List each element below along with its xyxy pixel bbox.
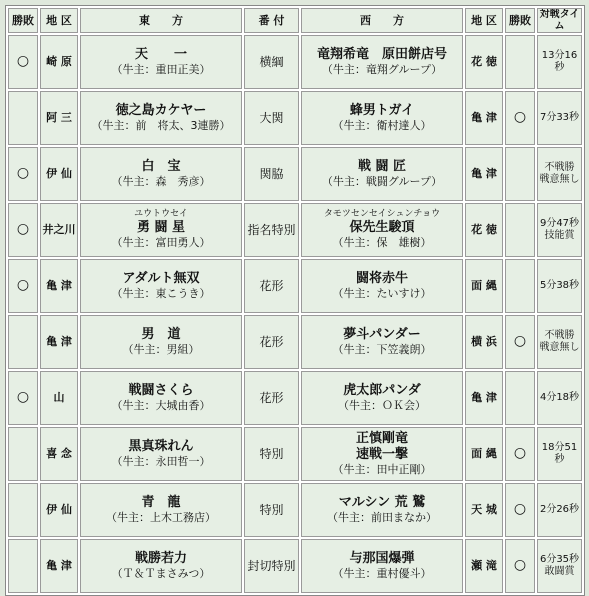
west-owner: （牛主：保 雄樹）: [332, 236, 432, 250]
west-name: 与那国爆弾: [349, 551, 415, 566]
area-right: 花 徳: [465, 35, 503, 89]
east-owner: （牛主：永田哲一）: [111, 455, 211, 469]
east-cell: [80, 147, 242, 201]
header-area-left: 地 区: [40, 8, 78, 33]
area-left: 亀 津: [40, 259, 78, 313]
result-right: [505, 147, 535, 201]
east-name: 男 道: [141, 327, 181, 342]
result-left: [8, 315, 38, 369]
west-ruby: タモツセンセイシュンチョウ: [323, 209, 441, 220]
east-cell: [80, 483, 242, 537]
east-cell: [80, 259, 242, 313]
result-left: [8, 539, 38, 593]
header-east: 東 方: [80, 8, 242, 33]
bout-row: [8, 315, 582, 369]
east-owner: （牛主：東こうき）: [111, 287, 211, 301]
result-left: [8, 91, 38, 145]
east-name: 青 龍: [141, 495, 181, 510]
west-cell: [301, 259, 463, 313]
rank: 花形: [244, 259, 299, 313]
header-west: 西 方: [301, 8, 463, 33]
bout-time: 2分26秒: [537, 483, 582, 537]
east-owner: （牛主：男組）: [122, 343, 200, 357]
area-right: 亀 津: [465, 371, 503, 425]
area-left: 亀 津: [40, 539, 78, 593]
result-right: [505, 371, 535, 425]
result-left: ○: [8, 147, 38, 201]
east-owner: （牛主：森 秀彦）: [111, 175, 211, 189]
bout-row: [8, 147, 582, 201]
bout-row: [8, 539, 582, 593]
bout-time: 4分18秒: [537, 371, 582, 425]
header-result-right: 勝敗: [505, 8, 535, 33]
result-left: ○: [8, 35, 38, 89]
area-right: 亀 津: [465, 91, 503, 145]
west-name: マルシン 荒 鷲: [338, 495, 426, 510]
area-left: 伊 仙: [40, 147, 78, 201]
east-owner: （牛主：上木工務店）: [106, 511, 216, 525]
east-name: 白 宝: [141, 159, 181, 174]
bout-time: 不戦勝 戦意無し: [537, 315, 582, 369]
header-rank: 番 付: [244, 8, 299, 33]
west-cell: [301, 203, 463, 257]
bout-time: 9分47秒 技能賞: [537, 203, 582, 257]
east-cell: [80, 35, 242, 89]
rank: 花形: [244, 371, 299, 425]
result-right: ○: [505, 539, 535, 593]
west-name: 戦 闘 匠: [357, 159, 407, 174]
result-right: ○: [505, 91, 535, 145]
west-cell: [301, 315, 463, 369]
bout-row: [8, 483, 582, 537]
west-cell: [301, 427, 463, 481]
bout-time: 18分51秒: [537, 427, 582, 481]
rank: 特別: [244, 483, 299, 537]
east-cell: [80, 371, 242, 425]
bout-time: 13分16秒: [537, 35, 582, 89]
header-area-right: 地 区: [465, 8, 503, 33]
west-cell: [301, 91, 463, 145]
west-owner: （牛主：田中正剛）: [332, 463, 432, 477]
bout-row: [8, 371, 582, 425]
west-name: 竜翔希竜 原田餅店号: [316, 47, 447, 62]
bout-results-table: [5, 5, 585, 596]
result-left: ○: [8, 371, 38, 425]
result-left: [8, 483, 38, 537]
east-cell: [80, 91, 242, 145]
west-name: 虎太郎パンダ: [343, 383, 421, 398]
bout-row: [8, 259, 582, 313]
west-owner: （牛主：ＯＫ会）: [338, 399, 426, 413]
rank: 花形: [244, 315, 299, 369]
west-owner: （牛主：重村優斗）: [332, 567, 432, 581]
east-name: 黒真珠れん: [128, 439, 194, 454]
bout-row: [8, 427, 582, 481]
rank: 横綱: [244, 35, 299, 89]
east-cell: [80, 315, 242, 369]
bout-row: [8, 35, 582, 89]
west-cell: [301, 147, 463, 201]
west-owner: （牛主：下笠義朗）: [332, 343, 432, 357]
bout-time: 不戦勝 戦意無し: [537, 147, 582, 201]
area-left: 井之川: [40, 203, 78, 257]
rank: 指名特別: [244, 203, 299, 257]
east-cell: [80, 539, 242, 593]
west-cell: [301, 483, 463, 537]
area-left: 伊 仙: [40, 483, 78, 537]
area-left: 阿 三: [40, 91, 78, 145]
east-ruby: ユウトウセイ: [134, 209, 188, 220]
bout-time: 5分38秒: [537, 259, 582, 313]
header-result-left: 勝敗: [8, 8, 38, 33]
east-owner: （Ｔ＆Ｔまさみつ）: [111, 567, 211, 581]
area-left: 崎 原: [40, 35, 78, 89]
area-right: 面 縄: [465, 259, 503, 313]
result-left: ○: [8, 259, 38, 313]
bout-time: 6分35秒 敢闘賞: [537, 539, 582, 593]
result-right: ○: [505, 483, 535, 537]
result-right: ○: [505, 315, 535, 369]
area-right: 亀 津: [465, 147, 503, 201]
east-name: 戦勝若力: [134, 551, 187, 566]
area-right: 瀬 滝: [465, 539, 503, 593]
east-name: 戦闘さくら: [128, 383, 194, 398]
area-right: 花 徳: [465, 203, 503, 257]
east-owner: （牛主：前 将太、3連勝）: [91, 119, 231, 133]
bout-row: [8, 91, 582, 145]
result-left: ○: [8, 203, 38, 257]
east-cell: [80, 203, 242, 257]
area-left: 喜 念: [40, 427, 78, 481]
rank: 特別: [244, 427, 299, 481]
east-owner: （牛主：重田正美）: [111, 63, 211, 77]
west-name: 保先生駿頂: [349, 219, 415, 235]
west-owner: （牛主：前田まなか）: [327, 511, 437, 525]
result-right: [505, 259, 535, 313]
east-name: 徳之島カケヤー: [115, 103, 207, 118]
west-name: 闘将赤牛: [355, 271, 408, 286]
west-owner: （牛主：戦闘グループ）: [321, 175, 443, 189]
east-name: 勇 闘 星: [136, 219, 186, 235]
west-name-line1: 正慎剛竜: [355, 430, 408, 446]
header-row: [8, 8, 582, 33]
west-cell: [301, 371, 463, 425]
header-time: 対戦タイム: [537, 8, 582, 33]
rank: 封切特別: [244, 539, 299, 593]
result-right: [505, 203, 535, 257]
west-name: 速戦一撃: [355, 447, 408, 463]
east-name: アダルト無双: [122, 271, 200, 286]
west-name: 夢斗パンダー: [343, 327, 421, 342]
area-right: 横 浜: [465, 315, 503, 369]
east-name: 天 一: [134, 47, 187, 62]
bout-time: 7分33秒: [537, 91, 582, 145]
west-owner: （牛主：竜翔グループ）: [321, 63, 443, 77]
result-left: [8, 427, 38, 481]
east-cell: [80, 427, 242, 481]
area-left: 亀 津: [40, 315, 78, 369]
bout-row: [8, 203, 582, 257]
west-owner: （牛主：衛村達人）: [332, 119, 432, 133]
rank: 関脇: [244, 147, 299, 201]
result-right: [505, 35, 535, 89]
rank: 大関: [244, 91, 299, 145]
result-right: ○: [505, 427, 535, 481]
east-owner: （牛主：富田勇人）: [111, 236, 211, 250]
area-left: 山: [40, 371, 78, 425]
east-owner: （牛主：大城由香）: [111, 399, 211, 413]
area-right: 面 縄: [465, 427, 503, 481]
area-right: 天 城: [465, 483, 503, 537]
west-owner: （牛主：たいすけ）: [332, 287, 432, 301]
west-cell: [301, 539, 463, 593]
west-name: 蜂男トガイ: [349, 103, 415, 118]
west-cell: [301, 35, 463, 89]
